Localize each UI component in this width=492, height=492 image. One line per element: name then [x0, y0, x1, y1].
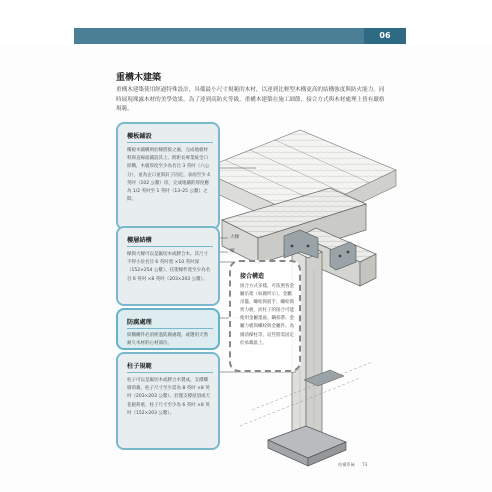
callout-body: 結構構件必須經過防腐處理，或選用天然耐久木材的心材部位。 [127, 333, 208, 347]
callout-title: 柱子規範 [127, 363, 152, 370]
footer-label: 結構系統 [338, 462, 355, 467]
beam-label: 樑 [230, 249, 235, 254]
callout-title: 防腐處理 [127, 319, 152, 326]
connection-detail-box [229, 260, 301, 372]
connection-body: 接合方式多樣，可依照各金屬吊架（如圖所示），金屬吊籠、螺栓與扳手、螺栓與剪力板，而柱子的接合可能使用金屬墨座、鋼扣帶、金屬力板與螺栓與金屬件。為國清樑柱等，這些將需固定於承載區上。 [240, 284, 294, 346]
callout-title: 樓層結構 [127, 237, 152, 244]
callout-fire-treatment [116, 308, 220, 350]
girder-label: 大樑 [230, 235, 240, 240]
callout-divider [127, 246, 213, 247]
callout-column-sizing [116, 352, 220, 450]
callout-body: 柱子可以是鋸切木或膠合木製成。支撐樓層荷載，柱子尺寸至少需為 8 英吋 ×8 英吋（203×203 公釐）。於僅支撐屋頂或天花板荷重，柱子尺寸至少為 6 英吋 ×8 英吋（152×203 公釐）。 [127, 378, 211, 416]
section-title: 重構木建築 [116, 73, 162, 83]
callout-body: 樓板木鋪構則於樑搭接之處，完成地板材料與直線面鋪設其上。跨距長專業統全口結構，木板厚度至少為名目 3 英吋（六公分），並為企口並與釘子固定，表面至少 4 英吋（102 公釐）厚，完成地鋪的厚度應為 1/2 英吋至 1 英吋（13–25 公釐）之間。 [127, 148, 211, 203]
callout-divider [127, 372, 213, 373]
callout-floor-framing [116, 226, 220, 306]
page-number: 06 [379, 31, 391, 40]
callout-divider [127, 142, 213, 143]
callout-divider [127, 328, 213, 329]
callout-floor-decking [116, 122, 220, 230]
callout-title: 樓板鋪設 [127, 133, 152, 140]
footer-page-number: 73 [362, 462, 368, 467]
section-intro: 重構木建築使用經過特殊設計，具備最小尺寸規範的木材，以達到比輕型木構更高的結構強度與防火能力。同時展現裸露木材的美學效果。為了達到高防火等級，重構木建築在施工細節、接合方式與木材處理上皆有嚴格規範。 [116, 87, 385, 113]
connection-title: 接合構造 [240, 273, 265, 280]
callout-body: 樑與大樑可以是鋸切木或膠合木。其尺寸不得小於名目 6 英吋寬 ×10 英吋深（152×254 公釐）。托架樑件寬至少為名目 6 英吋 ×8 英吋（203×203 公釐）。 [127, 252, 211, 282]
